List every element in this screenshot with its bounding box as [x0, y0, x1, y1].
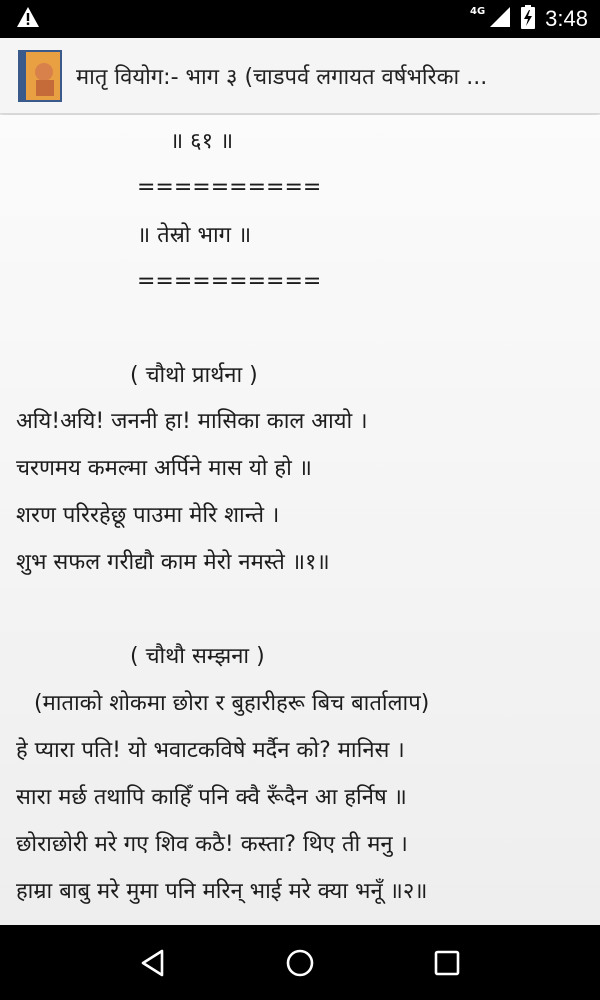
divider-line: ========== — [137, 269, 322, 294]
status-bar — [0, 0, 600, 38]
back-icon[interactable] — [123, 933, 183, 993]
subheading-prayer: ( चौथो प्रार्थना ) — [130, 363, 258, 388]
network-type-label: 4G — [470, 5, 486, 17]
recents-icon[interactable] — [417, 933, 477, 993]
section-heading: ॥ तेस्रो भाग ॥ — [137, 223, 252, 248]
verse-number: ॥ ६१ ॥ — [170, 129, 234, 154]
book-cover-icon[interactable] — [18, 50, 62, 102]
poem-line: शरण परिरहेछू पाउमा मेरि शान्ते । — [16, 503, 280, 528]
warning-icon — [16, 6, 40, 32]
subheading-memory: ( चौथौ सम्झना ) — [130, 644, 265, 669]
poem-line: छोराछोरी मरे गए शिव कठै! कस्ता? थिए ती मनु । — [16, 832, 408, 857]
signal-icon — [489, 6, 511, 32]
app-bar — [0, 38, 600, 114]
poem-line: अयि!अयि! जननी हा! मासिका काल आयो । — [16, 409, 368, 434]
poem-line: सारा मर्छ तथापि काहिँ पनि क्वै रूँदैन आ हर्निष ॥ — [16, 785, 407, 810]
poem-line: हे प्यारा पति! यो भवाटकविषे मर्दैन को? मानिस । — [16, 738, 405, 763]
home-icon[interactable] — [270, 933, 330, 993]
page-title: मातृ वियोग:- भाग ३ (चाडपर्व लगायत वर्षभरिका ... — [76, 64, 488, 90]
divider-line: ========== — [137, 175, 322, 200]
battery-charging-icon — [521, 5, 535, 33]
poem-content[interactable] — [0, 115, 600, 925]
poem-line: शुभ सफल गरीद्यौ काम मेरो नमस्ते ॥१॥ — [16, 550, 330, 575]
poem-line: हाम्रा बाबु मरे मुमा पनि मरिन् भाई मरे क्या भनूँ ॥२॥ — [16, 879, 428, 904]
poem-note: (माताको शोकमा छोरा र बुहारीहरू बिच बार्तालाप) — [34, 691, 430, 716]
navigation-bar — [0, 925, 600, 1000]
poem-line: चरणमय कमल्मा अर्पिने मास यो हो ॥ — [16, 456, 312, 481]
clock: 3:48 — [545, 6, 588, 31]
